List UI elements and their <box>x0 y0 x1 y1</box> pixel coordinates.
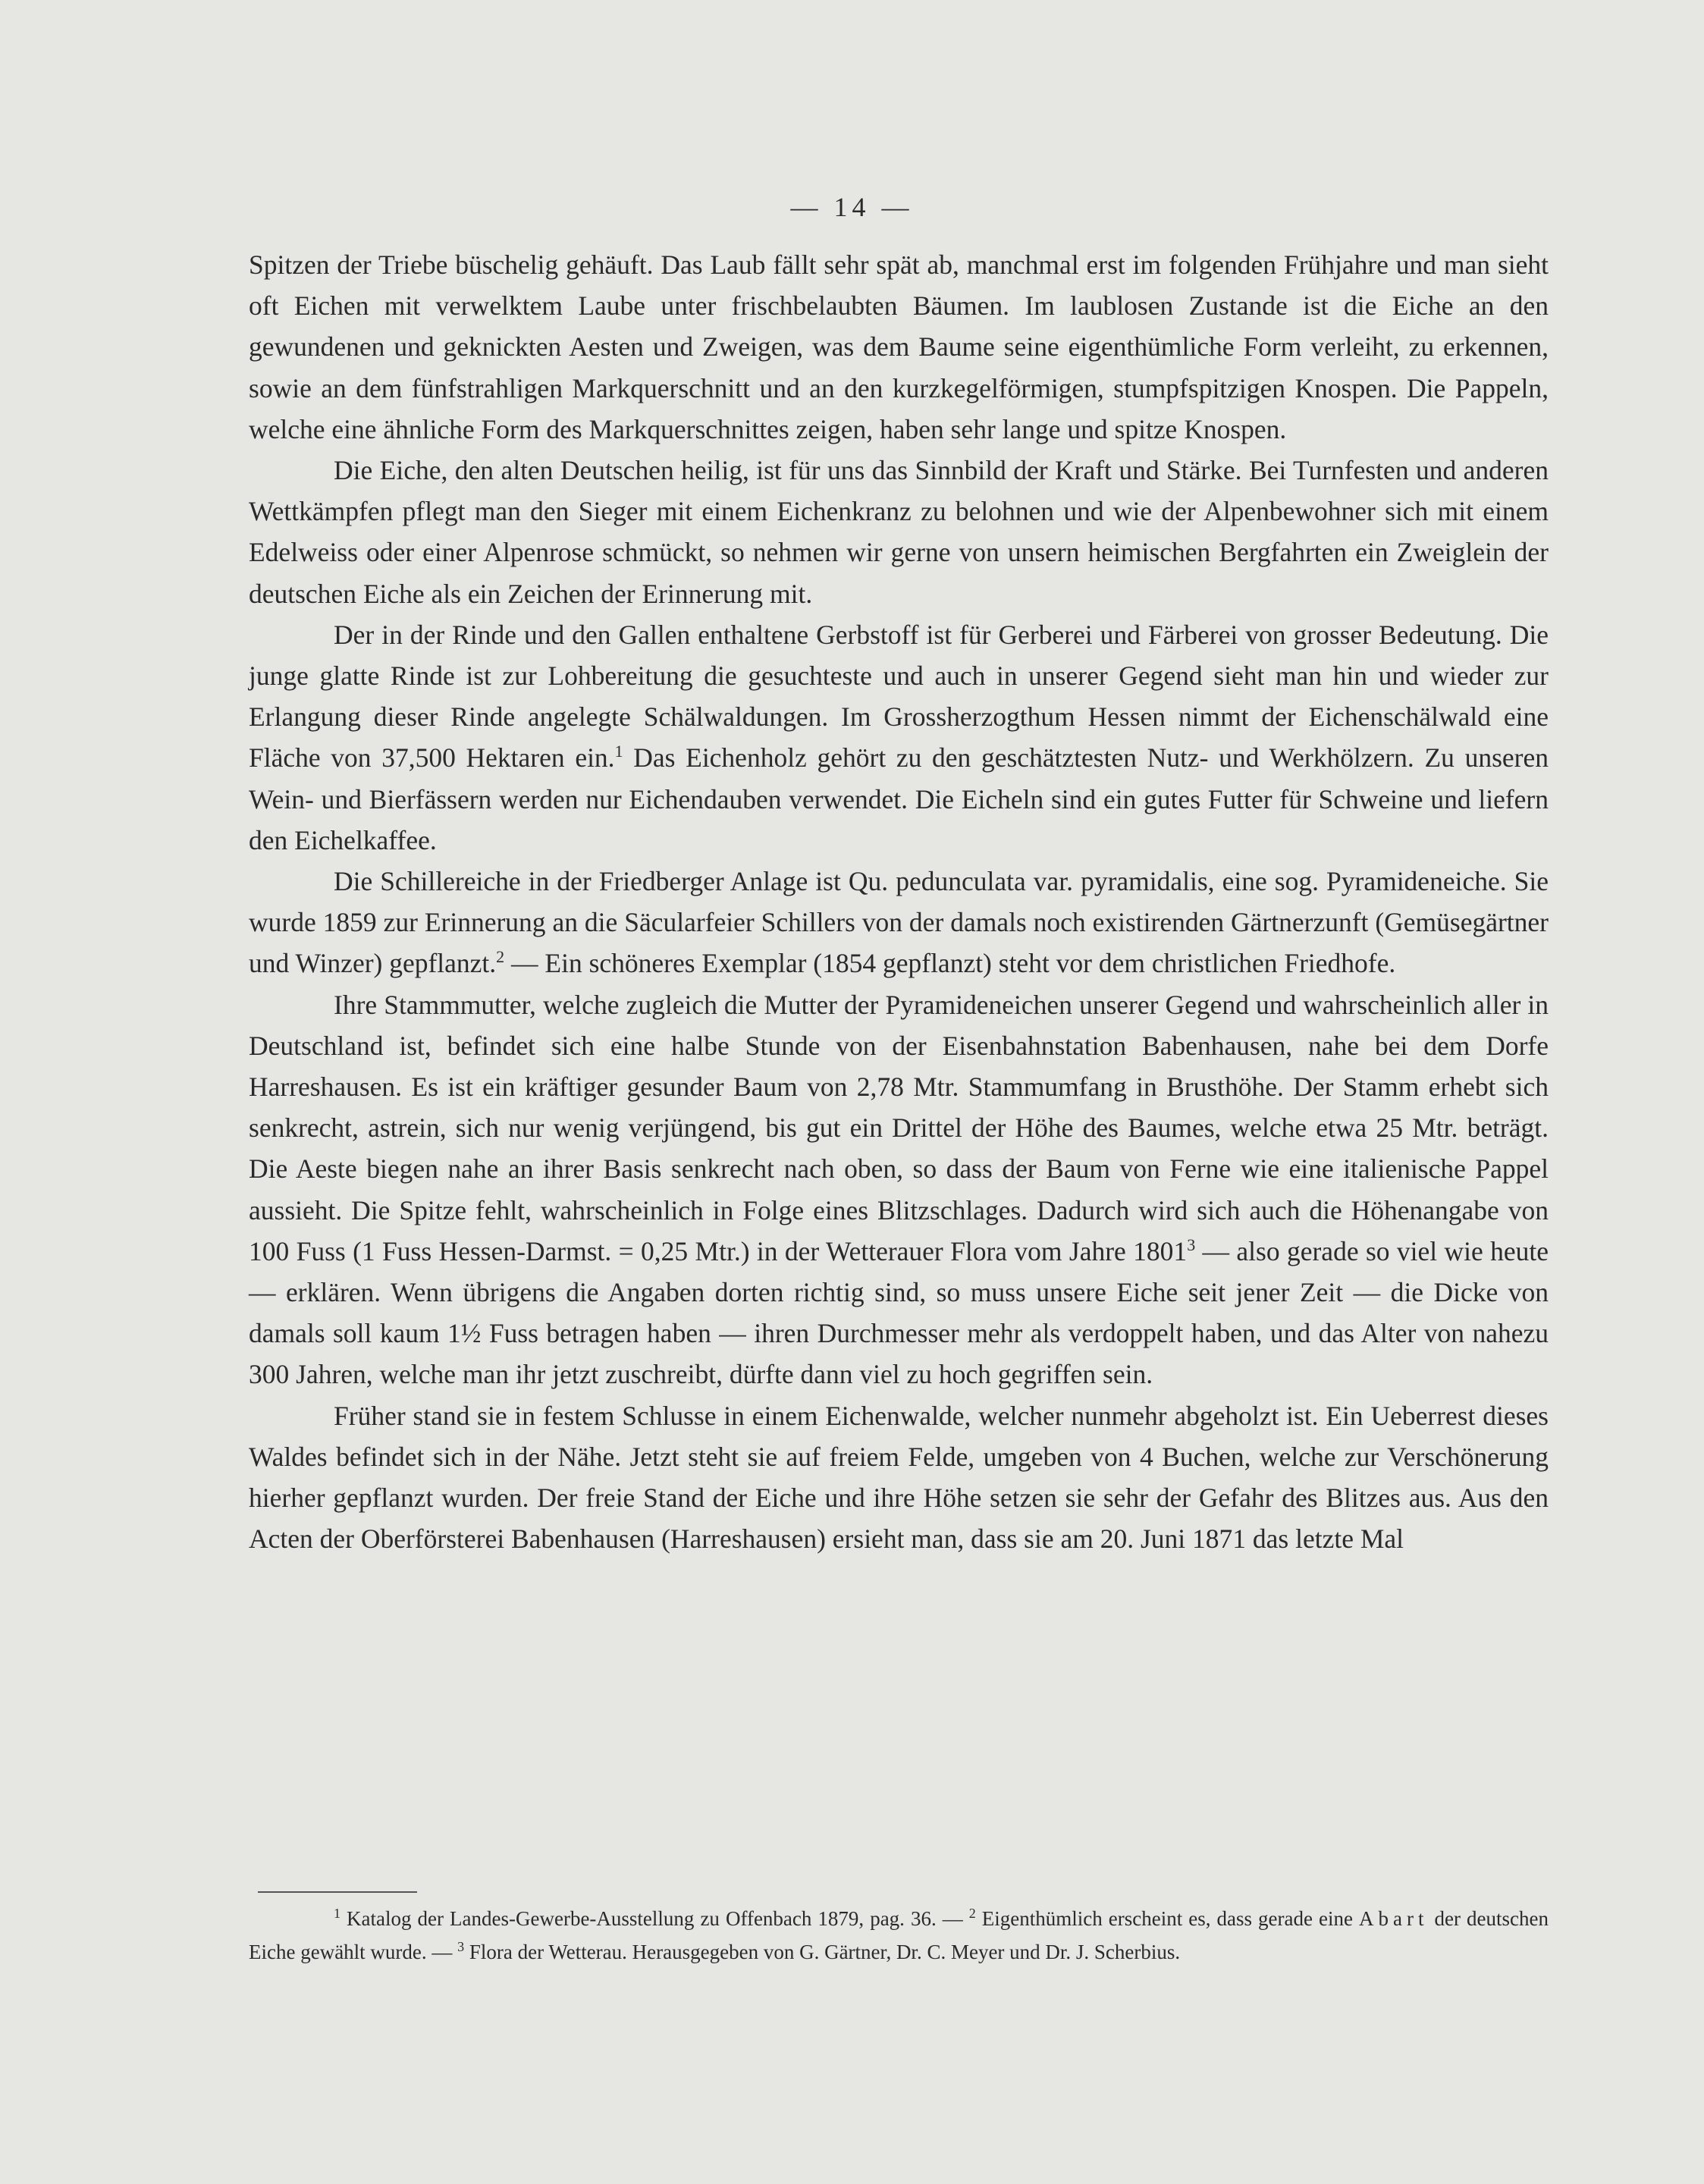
paragraph: Früher stand sie in festem Schlusse in einem Eichenwalde, welcher nunmehr abgeholzt ist. Ein Ueberrest dieses Waldes befindet sich in der Nähe. Jetzt steht sie auf freiem Felde, umgeben von 4 Buchen, welche zur Verschönerung hierher gepflanzt wurden. Der freie Stand der Eiche und ihre Höhe setzen sie sehr der Gefahr des Blitzes aus. Aus den Acten der Oberförsterei Babenhausen (Harreshausen) ersieht man, dass sie am 20. Juni 1871 das letzte Mal <box>249 1400 1549 1555</box>
page-number: — 14 — <box>790 192 914 222</box>
footnote-1: Katalog der Landes-Gewerbe-Ausstellung zu Offenbach 1879, pag. 36. — <box>340 1907 969 1930</box>
paragraph <box>249 984 1549 1395</box>
footnote-2-end: der deutschen Eiche gewählt wurde. — <box>249 1907 1549 1963</box>
paragraph <box>249 614 1549 861</box>
footnote-divider <box>258 1891 417 1893</box>
footnote-ref: 1 <box>614 742 623 761</box>
paragraph-text: Das Eichenholz gehört zu den geschätztesten Nutz- und Werkhölzern. Zu unseren Wein- und Bierfässern werden nur Eichendauben verwendet. Die Eicheln sind ein gutes Futter für Schweine und liefern den Eichelkaffee. <box>249 742 1549 855</box>
paragraph-text: — Ein schöneres Exemplar (1854 gepflanzt) steht vor dem christlichen Friedhofe. <box>504 948 1396 979</box>
footnote-2: Eigenthümlich erscheint es, dass gerade eine <box>975 1907 1360 1930</box>
footnote-ref: 3 <box>1187 1235 1196 1255</box>
paragraph: Die Eiche, den alten Deutschen heilig, ist für uns das Sinnbild der Kraft und Stärke. Bei Turnfesten und anderen Wettkämpfen pflegt man den Sieger mit einem Eichenkranz zu belohnen und wie der Alpenbewohner sich mit einem Edelweiss oder einer Alpenrose schmückt, so nehmen wir gerne von unsern heimischen Bergfahrten ein Zweiglein der deutschen Eiche als ein Zeichen der Erinnerung mit. <box>249 455 1549 609</box>
paragraph <box>249 861 1549 984</box>
paragraph: Spitzen der Triebe büschelig gehäuft. Das Laub fällt sehr spät ab, manchmal erst im folgenden Frühjahre und man sieht oft Eichen mit verwelktem Laube unter frischbelaubten Bäumen. Im laublosen Zustande ist die Eiche an den gewundenen und geknickten Aesten und Zweigen, was dem Baume seine eigenthümliche Form verleiht, zu erkennen, sowie an dem fünfstrahligen Markquerschnitt und an den kurzkegelförmigen, stumpfspitzigen Knospen. Die Pappeln, welche eine ähnliche Form des Markquerschnittes zeigen, haben sehr lange und spitze Knospen. <box>249 249 1549 444</box>
footnote-number: 1 <box>334 1906 340 1921</box>
footnote-text <box>249 1902 1549 1969</box>
footnote-number: 3 <box>457 1939 465 1954</box>
paragraph-text: Der in der Rinde und den Gallen enthaltene Gerbstoff ist für Gerberei und Färberei von grosser Bedeutung. Die junge glatte Rinde ist zur Lohbereitung die gesuchteste und auch in unserer Gegend sieht man hin und wieder zur Erlangung dieser Rinde angelegte Schälwaldungen. Im Grossherzogthum Hessen nimmt der Eichenschälwald eine Fläche von 37,500 Hektaren ein. <box>249 619 1549 774</box>
footnote-3: Flora der Wetterau. Herausgegeben von G. Gärtner, Dr. C. Meyer und Dr. J. Scherbius. <box>464 1941 1181 1963</box>
paragraph-text: Ihre Stammmutter, welche zugleich die Mutter der Pyramideneichen unserer Gegend und wahrscheinlich aller in Deutschland ist, befindet sich eine halbe Stunde von der Eisenbahnstation Babenhausen, nahe bei dem Dorfe Harreshausen. Es ist ein kräftiger gesunder Baum von 2,78 Mtr. Stammumfang in Brusthöhe. Der Stamm erhebt sich senkrecht, astrein, sich nur wenig verjüngend, bis gut ein Drittel der Höhe des Baumes, welche etwa 25 Mtr. beträgt. Die Aeste biegen nahe an ihrer Basis senkrecht nach oben, so dass der Baum von Ferne wie eine italienische Pappel aussieht. Die Spitze fehlt, wahrscheinlich in Folge eines Blitzschlages. Dadurch wird sich auch die Höhenangabe von 100 Fuss (1 Fuss Hessen-Darmst. = 0,25 Mtr.) in der Wetterauer Flora vom Jahre 1801 <box>249 989 1549 1266</box>
footnotes <box>249 1902 1549 1969</box>
footnote-2-emphasis: Abart <box>1359 1907 1429 1930</box>
footnote-ref: 2 <box>496 947 505 967</box>
paragraph-text: — also gerade so viel wie heute — erklären. Wenn übrigens die Angaben dorten richtig sind, so muss unsere Eiche seit jener Zeit — die Dicke von damals soll kaum 1½ Fuss betragen haben — ihren Durchmesser mehr als verdoppelt haben, und das Alter von nahezu 300 Jahren, welche man ihr jetzt zuschreibt, dürfte dann viel zu hoch gegriffen sein. <box>249 1235 1549 1390</box>
paragraph-text: Die Schillereiche in der Friedberger Anlage ist Qu. pedunculata var. pyramidalis, eine sog. Pyramideneiche. Sie wurde 1859 zur Erinnerung an die Säcularfeier Schillers von der damals noch existirenden Gärtnerzunft (Gemüsegärtner und Winzer) gepflanzt. <box>249 866 1549 979</box>
body-text <box>249 244 1549 1560</box>
footnote-number: 2 <box>968 1906 976 1921</box>
